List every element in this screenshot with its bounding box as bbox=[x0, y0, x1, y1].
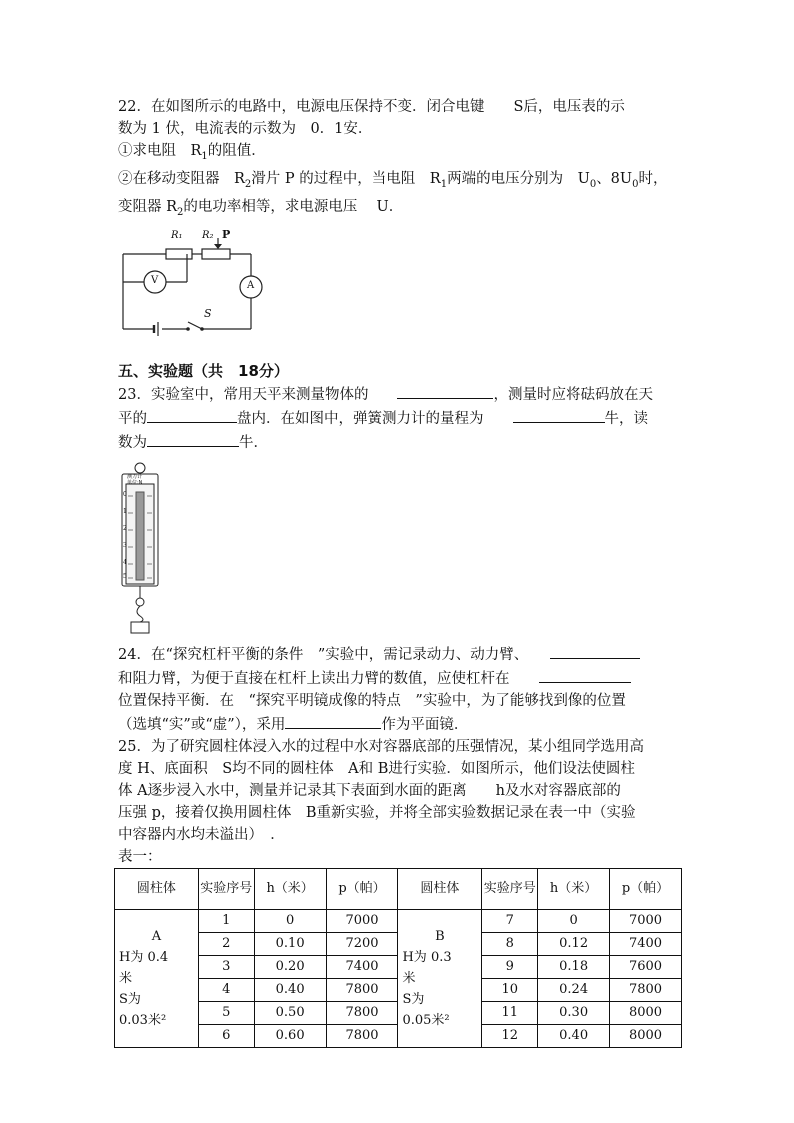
cell: 2 bbox=[198, 932, 254, 955]
circuit-diagram bbox=[118, 227, 688, 336]
cell: 0.60 bbox=[254, 1024, 326, 1047]
table-header-row bbox=[115, 868, 682, 909]
scale-tick-0: 0 bbox=[123, 490, 127, 498]
cylinder-b-cell: B H为 0.3 米 S为 0.05米² bbox=[398, 909, 482, 1047]
cell: 4 bbox=[198, 978, 254, 1001]
r1-label: R₁ bbox=[171, 229, 183, 241]
scale-tick-1: 1 bbox=[123, 507, 127, 515]
ammeter-label: A bbox=[247, 279, 255, 291]
cell: 7400 bbox=[610, 932, 682, 955]
cell: 1 bbox=[198, 909, 254, 932]
cell: 5 bbox=[198, 1001, 254, 1024]
switch-label: S bbox=[204, 306, 212, 320]
answer-blank-5[interactable] bbox=[550, 642, 640, 659]
cell: 0.30 bbox=[538, 1001, 610, 1024]
q25-line-4: 压强 p，接着仅换用圆柱体 B重新实验，并将全部实验数据记录在表一中（实验 bbox=[118, 804, 636, 821]
cell: 6 bbox=[198, 1024, 254, 1047]
circuit-svg bbox=[118, 229, 288, 336]
cell: 0 bbox=[254, 909, 326, 932]
cell: 0.40 bbox=[538, 1024, 610, 1047]
answer-blank-3[interactable] bbox=[513, 406, 605, 423]
cell: 7000 bbox=[326, 909, 398, 932]
header-cell: 圆柱体 bbox=[115, 868, 199, 909]
cylinder-a-cell: A H为 0.4 米 S为 0.03米² bbox=[115, 909, 199, 1047]
q25-line-5: 中容器内水均未溢出） ． bbox=[118, 826, 285, 843]
cell: 3 bbox=[198, 955, 254, 978]
cell: 0.20 bbox=[254, 955, 326, 978]
cell: 0.50 bbox=[254, 1001, 326, 1024]
question-25 bbox=[118, 736, 688, 1048]
cell: 8000 bbox=[610, 1024, 682, 1047]
q23-line-1: 23．实验室中，常用天平来测量物体的 ，测量时应将砝码放在天 bbox=[118, 382, 688, 406]
scale-title-1: 测力计 bbox=[127, 473, 143, 480]
cell: 0.12 bbox=[538, 932, 610, 955]
q25-line-3: 体 A逐步浸入水中，测量并记录其下表面到水面的距离 h及水对容器底部的 bbox=[118, 782, 621, 799]
q23-line-3: 数为 牛． bbox=[118, 430, 688, 454]
section-5-title: 五、实验题（共 18分） bbox=[118, 361, 289, 380]
spring-scale-figure bbox=[118, 462, 688, 634]
answer-blank-2[interactable] bbox=[147, 406, 237, 423]
answer-blank-6[interactable] bbox=[539, 666, 631, 683]
cell: 7800 bbox=[610, 978, 682, 1001]
question-22 bbox=[118, 96, 688, 336]
cell: 7400 bbox=[326, 955, 398, 978]
cell: 0 bbox=[538, 909, 610, 932]
header-cell: h（米） bbox=[538, 868, 610, 909]
cell: 7000 bbox=[610, 909, 682, 932]
q24-line-4: （选填“实”或“虚”），采用 作为平面镜． bbox=[118, 712, 688, 736]
q25-line-2: 度 H、底面积 S均不同的圆柱体 A和 B进行实验．如图所示，他们设法使圆柱 bbox=[118, 760, 635, 777]
scale-title-2: 单位:N bbox=[127, 479, 143, 486]
question-23 bbox=[118, 382, 688, 634]
header-cell: 实验序号 bbox=[198, 868, 254, 909]
header-cell: p（帕） bbox=[610, 868, 682, 909]
q22-line-5: 变阻器 $R_2$的电功率相等，求电源电压 U． bbox=[118, 198, 404, 218]
q23-line-2: 平的 盘内．在如图中，弹簧测力计的量程为 牛，读 bbox=[118, 406, 688, 430]
cell: 7600 bbox=[610, 955, 682, 978]
cell: 0.18 bbox=[538, 955, 610, 978]
data-table bbox=[114, 868, 682, 1048]
q24-line-2: 和阻力臂，为便于直接在杠杆上读出力臂的数值，应使杠杆在 bbox=[118, 666, 688, 690]
q24-line-1: 24．在“探究杠杆平衡的条件 ”实验中，需记录动力、动力臂、 bbox=[118, 642, 688, 666]
cell: 10 bbox=[482, 978, 538, 1001]
answer-blank-1[interactable] bbox=[397, 382, 493, 399]
q24-line-3: 位置保持平衡．在 “探究平明镜成像的特点 ”实验中，为了能够找到像的位置 bbox=[118, 692, 626, 709]
header-cell: 圆柱体 bbox=[398, 868, 482, 909]
cell: 0.40 bbox=[254, 978, 326, 1001]
header-cell: p（帕） bbox=[326, 868, 398, 909]
exam-page bbox=[118, 96, 688, 1048]
header-cell: h（米） bbox=[254, 868, 326, 909]
cell: 11 bbox=[482, 1001, 538, 1024]
cell: 0.24 bbox=[538, 978, 610, 1001]
cell: 9 bbox=[482, 955, 538, 978]
table-title: 表一： bbox=[118, 848, 162, 865]
cell: 12 bbox=[482, 1024, 538, 1047]
scale-tick-3: 3 bbox=[123, 541, 127, 549]
answer-blank-7[interactable] bbox=[285, 712, 381, 729]
scale-tick-5: 5 bbox=[123, 572, 127, 580]
scale-tick-4: 4 bbox=[123, 558, 127, 566]
cell: 7 bbox=[482, 909, 538, 932]
question-24 bbox=[118, 642, 688, 736]
q22-line-2: 数为 1 伏，电流表的示数为 0．1安． bbox=[118, 121, 373, 137]
cell: 7200 bbox=[326, 932, 398, 955]
scale-tick-2: 2 bbox=[123, 524, 127, 532]
q22-line-1: 22．在如图所示的电路中，电源电压保持不变．闭合电键 S后，电压表的示 bbox=[118, 99, 625, 115]
slider-p-label: P bbox=[222, 227, 231, 241]
cell: 7800 bbox=[326, 1024, 398, 1047]
r2-label: R₂ bbox=[202, 229, 214, 241]
cell: 8 bbox=[482, 932, 538, 955]
cell: 0.10 bbox=[254, 932, 326, 955]
table-row bbox=[115, 909, 682, 932]
cell: 7800 bbox=[326, 978, 398, 1001]
q22-line-4: ②在移动变阻器 $R_2$滑片 P 的过程中，当电阻 $R_1$两端的电压分别为 $U_0$、$8U_0$时， bbox=[118, 170, 668, 190]
cell: 8000 bbox=[610, 1001, 682, 1024]
voltmeter-label: V bbox=[151, 274, 159, 286]
q25-line-1: 25．为了研究圆柱体浸入水的过程中水对容器底部的压强情况，某小组同学选用高 bbox=[118, 738, 644, 755]
q22-line-3: ①求电阻 $R_1$的阻值． bbox=[118, 143, 266, 162]
cell: 7800 bbox=[326, 1001, 398, 1024]
header-cell: 实验序号 bbox=[482, 868, 538, 909]
answer-blank-4[interactable] bbox=[147, 430, 239, 447]
